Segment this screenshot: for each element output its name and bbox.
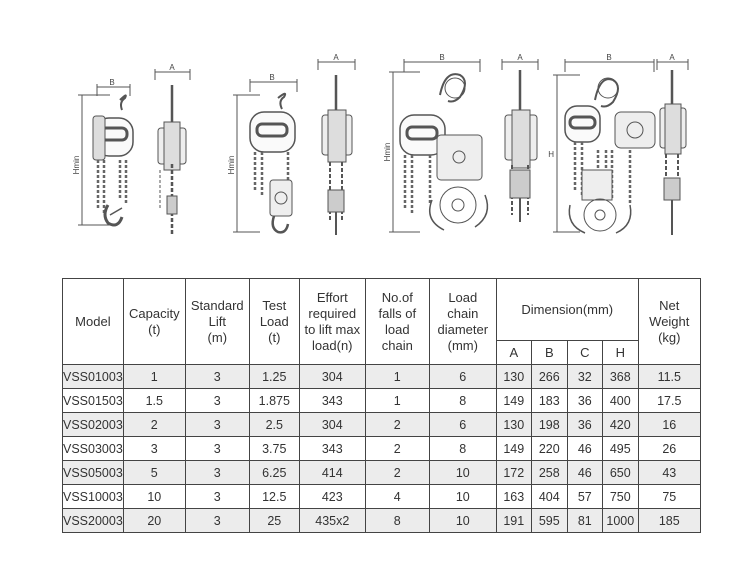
cell-test-load: 1.25	[249, 365, 299, 389]
hoist-1-front-view	[78, 84, 133, 225]
cell-lift: 3	[185, 461, 249, 485]
spec-table-body	[63, 365, 701, 533]
cell-lift: 3	[185, 485, 249, 509]
cell-c: 46	[567, 437, 602, 461]
cell-capacity: 1.5	[123, 389, 185, 413]
cell-capacity: 5	[123, 461, 185, 485]
cell-effort: 304	[299, 365, 365, 389]
table-row	[63, 461, 701, 485]
cell-a: 130	[496, 365, 531, 389]
cell-b: 198	[531, 413, 567, 437]
cell-lift: 3	[185, 365, 249, 389]
hoist-3-front-view	[389, 59, 487, 232]
header-dim-h: H	[602, 341, 638, 365]
hoist-4-front-view	[553, 59, 655, 233]
cell-weight: 17.5	[638, 389, 700, 413]
cell-h: 1000	[602, 509, 638, 533]
cell-c: 36	[567, 389, 602, 413]
cell-test-load: 3.75	[249, 437, 299, 461]
cell-weight: 11.5	[638, 365, 700, 389]
cell-model: VSS02003	[63, 413, 124, 437]
header-standard-lift: Standard Lift (m)	[185, 279, 249, 365]
cell-weight: 185	[638, 509, 700, 533]
table-row	[63, 485, 701, 509]
dim-label-a: A	[669, 53, 675, 62]
dim-label-b: B	[606, 53, 612, 62]
cell-falls: 2	[365, 437, 429, 461]
cell-model: VSS10003	[63, 485, 124, 509]
cell-b: 183	[531, 389, 567, 413]
cell-model: VSS01503	[63, 389, 124, 413]
cell-c: 81	[567, 509, 602, 533]
cell-diameter: 10	[429, 461, 496, 485]
hoist-3-side-view	[502, 59, 538, 222]
cell-lift: 3	[185, 389, 249, 413]
cell-model: VSS03003	[63, 437, 124, 461]
cell-c: 32	[567, 365, 602, 389]
dim-label-h: H	[548, 150, 554, 159]
cell-test-load: 1.875	[249, 389, 299, 413]
cell-a: 172	[496, 461, 531, 485]
cell-lift: 3	[185, 413, 249, 437]
cell-capacity: 2	[123, 413, 185, 437]
header-dim-c: C	[567, 341, 602, 365]
dim-label-b: B	[269, 73, 275, 82]
header-test-load: Test Load (t)	[249, 279, 299, 365]
cell-weight: 43	[638, 461, 700, 485]
cell-falls: 1	[365, 365, 429, 389]
table-row	[63, 365, 701, 389]
cell-c: 57	[567, 485, 602, 509]
cell-falls: 2	[365, 461, 429, 485]
cell-a: 149	[496, 437, 531, 461]
cell-h: 750	[602, 485, 638, 509]
header-dimension: Dimension(mm)	[496, 279, 638, 341]
spec-table	[62, 278, 701, 533]
cell-model: VSS01003	[63, 365, 124, 389]
cell-b: 266	[531, 365, 567, 389]
dim-label-hmin: Hmin	[72, 155, 81, 175]
cell-effort: 423	[299, 485, 365, 509]
cell-a: 191	[496, 509, 531, 533]
dim-label-a: A	[517, 53, 523, 62]
header-dim-b: B	[531, 341, 567, 365]
header-falls: No.of falls of load chain	[365, 279, 429, 365]
cell-diameter: 10	[429, 509, 496, 533]
cell-effort: 343	[299, 389, 365, 413]
cell-test-load: 2.5	[249, 413, 299, 437]
cell-falls: 4	[365, 485, 429, 509]
cell-b: 404	[531, 485, 567, 509]
cell-h: 420	[602, 413, 638, 437]
dim-label-b: B	[109, 78, 115, 87]
hoist-1-side-view	[155, 69, 190, 235]
cell-lift: 3	[185, 437, 249, 461]
table-row	[63, 437, 701, 461]
cell-h: 368	[602, 365, 638, 389]
hoist-2-front-view	[233, 79, 297, 232]
cell-diameter: 10	[429, 485, 496, 509]
cell-falls: 1	[365, 389, 429, 413]
cell-a: 130	[496, 413, 531, 437]
cell-weight: 26	[638, 437, 700, 461]
dim-label-a: A	[169, 63, 175, 72]
header-chain-diameter: Load chain diameter (mm)	[429, 279, 496, 365]
cell-model: VSS20003	[63, 509, 124, 533]
cell-falls: 2	[365, 413, 429, 437]
cell-diameter: 6	[429, 413, 496, 437]
cell-capacity: 1	[123, 365, 185, 389]
dim-label-b: B	[439, 53, 445, 62]
dim-label-hmin: Hmin	[383, 142, 392, 162]
cell-c: 36	[567, 413, 602, 437]
hoist-4-side-view	[657, 59, 688, 235]
cell-b: 258	[531, 461, 567, 485]
header-dim-a: A	[496, 341, 531, 365]
table-row	[63, 413, 701, 437]
cell-falls: 8	[365, 509, 429, 533]
cell-effort: 343	[299, 437, 365, 461]
cell-effort: 304	[299, 413, 365, 437]
cell-a: 149	[496, 389, 531, 413]
cell-effort: 435x2	[299, 509, 365, 533]
cell-diameter: 6	[429, 365, 496, 389]
cell-lift: 3	[185, 509, 249, 533]
cell-test-load: 6.25	[249, 461, 299, 485]
cell-capacity: 10	[123, 485, 185, 509]
header-capacity: Capacity (t)	[123, 279, 185, 365]
hoist-drawings	[0, 0, 750, 270]
cell-weight: 75	[638, 485, 700, 509]
cell-h: 400	[602, 389, 638, 413]
cell-test-load: 25	[249, 509, 299, 533]
hoist-2-side-view	[318, 59, 355, 235]
cell-h: 495	[602, 437, 638, 461]
cell-capacity: 3	[123, 437, 185, 461]
dim-label-hmin: Hmin	[227, 155, 236, 175]
dim-label-a: A	[333, 53, 339, 62]
cell-test-load: 12.5	[249, 485, 299, 509]
cell-diameter: 8	[429, 389, 496, 413]
table-row	[63, 389, 701, 413]
header-net-weight: Net Weight (kg)	[638, 279, 700, 365]
table-row	[63, 509, 701, 533]
cell-b: 220	[531, 437, 567, 461]
cell-model: VSS05003	[63, 461, 124, 485]
cell-c: 46	[567, 461, 602, 485]
cell-effort: 414	[299, 461, 365, 485]
cell-h: 650	[602, 461, 638, 485]
cell-diameter: 8	[429, 437, 496, 461]
header-effort: Effort required to lift max load(n)	[299, 279, 365, 365]
cell-capacity: 20	[123, 509, 185, 533]
cell-weight: 16	[638, 413, 700, 437]
cell-a: 163	[496, 485, 531, 509]
header-model: Model	[63, 279, 124, 365]
cell-b: 595	[531, 509, 567, 533]
